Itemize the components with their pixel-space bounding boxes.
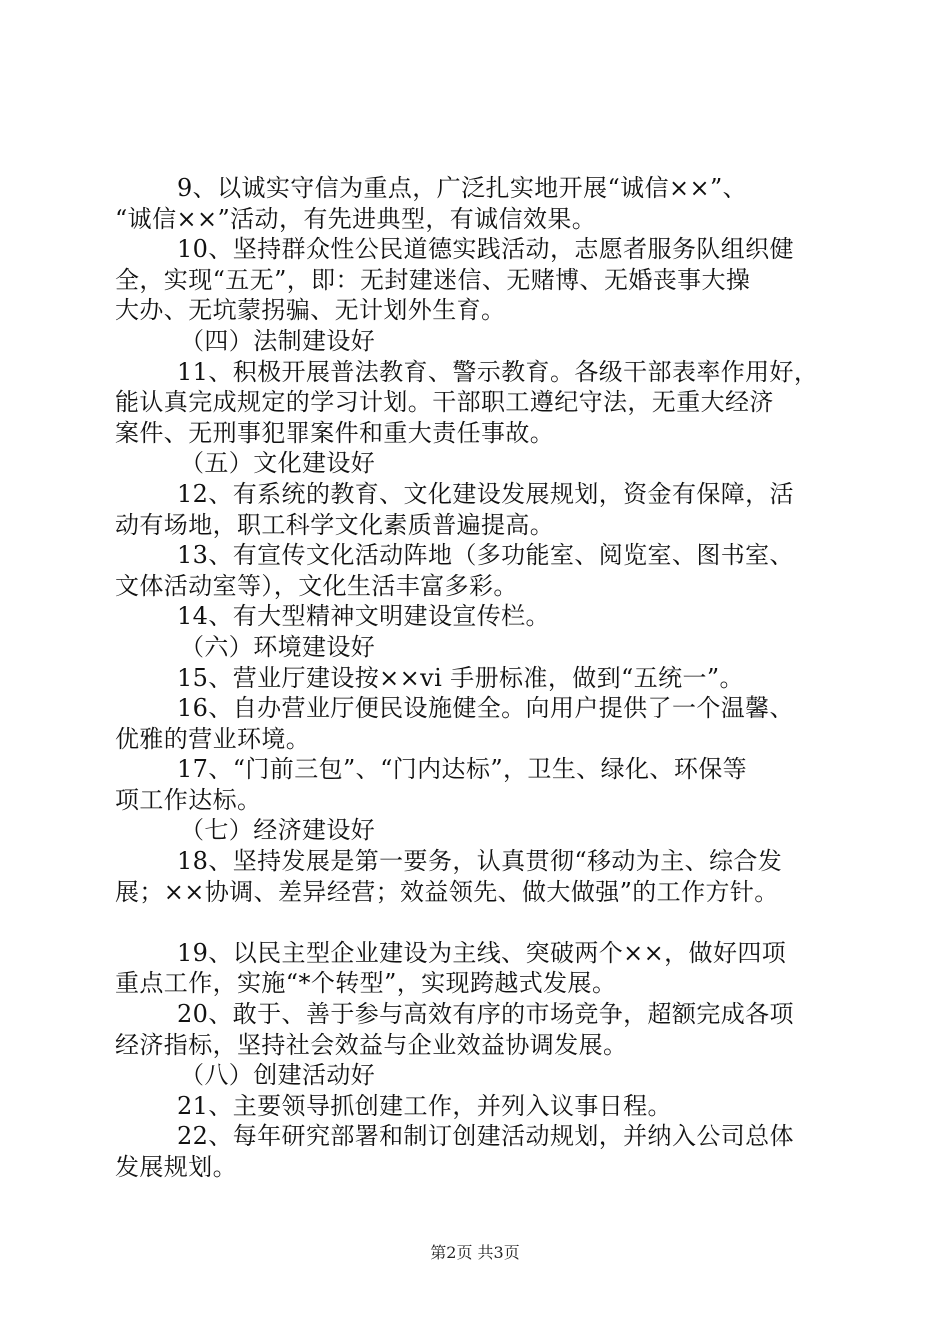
paragraph-19-line-2: 重点工作，实施“*个转型”，实现跨越式发展。 <box>115 969 617 998</box>
paragraph-22-line-1: 22、每年研究部署和制订创建活动规划，并纳入公司总体 <box>177 1122 794 1151</box>
paragraph-11-line-2: 能认真完成规定的学习计划。干部职工遵纪守法，无重大经济 <box>115 388 774 417</box>
paragraph-20-line-1: 20、敢于、善于参与高效有序的市场竞争，超额完成各项 <box>177 1000 794 1029</box>
paragraph-17-line-1: 17、“门前三包”、“门内达标”，卫生、绿化、环保等 <box>177 755 748 784</box>
paragraph-21-line-1: 21、主要领导抓创建工作，并列入议事日程。 <box>177 1091 672 1120</box>
paragraph-22-line-2: 发展规划。 <box>115 1153 237 1181</box>
paragraph-spacer <box>115 907 855 938</box>
paragraph-20-line-2: 经济指标，坚持社会效益与企业效益协调发展。 <box>115 1030 628 1059</box>
section-heading-4: （四）法制建设好 <box>180 326 376 355</box>
paragraph-13-line-1: 13、有宣传文化活动阵地（多功能室、阅览室、图书室、 <box>177 541 794 570</box>
paragraph-11-line-1: 11、积极开展普法教育、警示教育。各级干部表率作用好， <box>177 357 819 386</box>
paragraph-19-line-1: 19、以民主型企业建设为主线、突破两个××，做好四项 <box>177 938 787 967</box>
paragraph-18-line-1: 18、坚持发展是第一要务，认真贯彻“移动为主、综合发 <box>177 847 783 876</box>
section-heading-6: （六）环境建设好 <box>180 632 376 661</box>
paragraph-10-line-3: 大办、无坑蒙拐骗、无计划外生育。 <box>115 296 506 325</box>
paragraph-16-line-2: 优雅的营业环境。 <box>115 724 311 753</box>
section-heading-8: （八）创建活动好 <box>180 1061 376 1090</box>
paragraph-11-line-3: 案件、无刑事犯罪案件和重大责任事故。 <box>115 418 555 447</box>
paragraph-13-line-2: 文体活动室等），文化生活丰富多彩。 <box>115 571 518 600</box>
paragraph-18-line-2: 展；××协调、差异经营；效益领先、做大做强”的工作方针。 <box>115 877 779 906</box>
paragraph-12-line-1: 12、有系统的教育、文化建设发展规划，资金有保障，活 <box>177 479 794 508</box>
paragraph-12-line-2: 动有场地，职工科学文化素质普遍提高。 <box>115 510 555 539</box>
paragraph-9-line-2: “诚信××”活动，有先进典型，有诚信效果。 <box>115 204 597 233</box>
document-body <box>115 173 855 1183</box>
paragraph-10-line-1: 10、坚持群众性公民道德实践活动，志愿者服务队组织健 <box>177 235 794 264</box>
section-heading-7: （七）经济建设好 <box>180 816 376 845</box>
section-heading-5: （五）文化建设好 <box>180 449 376 478</box>
paragraph-14-line-1: 14、有大型精神文明建设宣传栏。 <box>177 602 550 631</box>
paragraph-9-line-1: 9、以诚实守信为重点，广泛扎实地开展“诚信××”、 <box>177 174 748 202</box>
paragraph-16-line-1: 16、自办营业厅便民设施健全。向用户提供了一个温馨、 <box>177 694 794 723</box>
paragraph-10-line-2: 全，实现“五无”，即：无封建迷信、无赌博、无婚丧事大操 <box>115 265 751 294</box>
paragraph-15-line-1: 15、营业厅建设按××vi 手册标准，做到“五统一”。 <box>177 663 744 692</box>
paragraph-17-line-2: 项工作达标。 <box>115 785 262 814</box>
page-footer: 第2页 共3页 <box>430 1243 520 1262</box>
